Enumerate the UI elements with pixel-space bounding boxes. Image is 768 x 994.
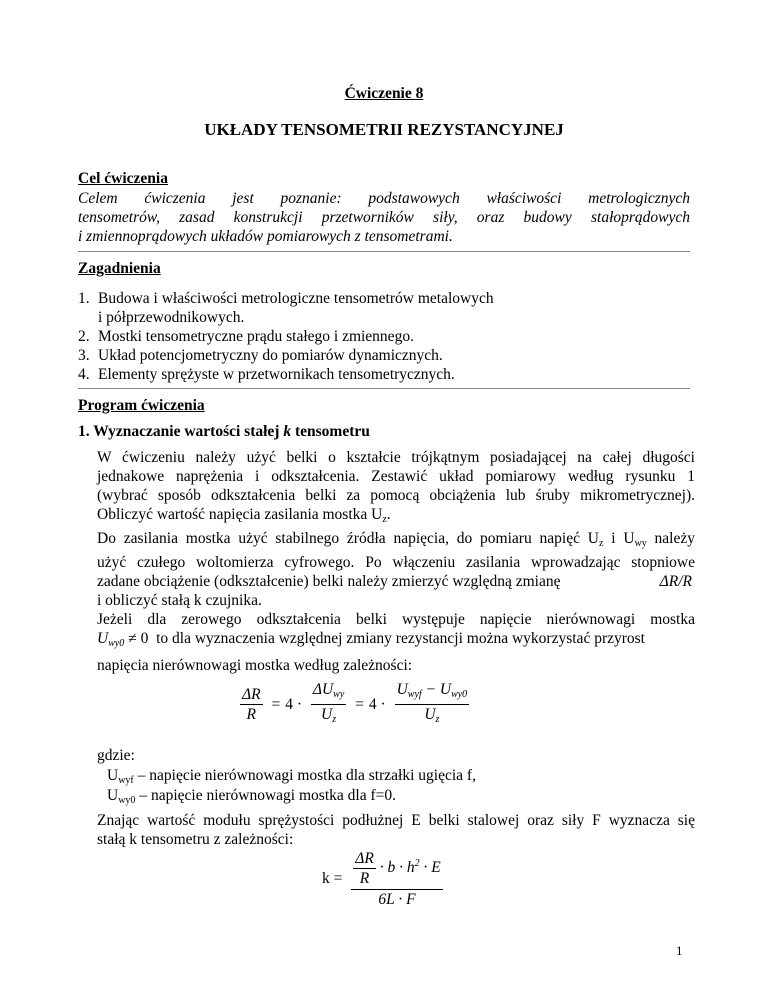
section-1-title: 1. Wyznaczanie wartości stałej [78, 423, 280, 440]
para1-last-line: Obliczyć wartość napięcia zasilania mostka $U_z$. [97, 506, 391, 525]
para2-line-2: użyć czułego woltomierza cyfrowego. Po włączeniu zasilania wprowadzając stopniowe [97, 554, 695, 571]
divider-1 [78, 251, 690, 252]
topic-num: 3. [78, 347, 90, 364]
para1-line: W ćwiczeniu należy użyć belki o kształcie trójkątnym posiadającej na całej długości [97, 449, 695, 466]
definition-2: $U_{wy0}$ – napięcie nierównowagi mostka dla f=0. [107, 787, 396, 806]
para1-line: (wybrać sposób odkształcenia belki za pomocą obciążenia lub śruby mikrometrycznej). [97, 487, 695, 504]
ratio-symbol: ΔR/R [659, 573, 692, 590]
goal-line-1: Celem ćwiczenia jest poznanie: podstawowych właściwości metrologicznych [78, 190, 690, 207]
section-1-k: k [283, 423, 292, 440]
topic-num: 2. [78, 328, 90, 345]
section-1-body [97, 448, 695, 675]
equation-1: $\frac{\Delta R}{R}$ = 4 · $\frac{\Delta U_{wy}}{U_z}$ = 4 · $\frac{U_{wyf} - U_{wy0}}{U_z}$ [240, 681, 469, 728]
page-number: 1 [676, 943, 683, 958]
section-1-tail: tensometru [294, 423, 370, 440]
definition-1: $U_{wyf}$ – napięcie nierównowagi mostka dla strzałki ugięcia f, [107, 767, 476, 786]
topics-list [78, 289, 494, 384]
goal-paragraph [78, 189, 690, 246]
para2-line-4: i obliczyć stałą k czujnika. [97, 592, 262, 609]
topic-item-2 [78, 327, 494, 346]
para3-line-2: $U_{wy0} \ne 0$ to dla wyznaczenia względnej zmiany rezystancji można wykorzystać przyrost [97, 630, 645, 649]
para2-line-1: Do zasilania mostka użyć stabilnego źródła napięcia, do pomiaru napięć $U_z$ i $U_{wy}$ należy [97, 530, 695, 549]
goal-line-2: tensometrów, zasad konstrukcji przetworników siły, oraz budowy stałoprądowych [78, 209, 690, 226]
where-label: gdzie: [97, 747, 135, 764]
equation-2: k = $\frac{\Delta R}{R}$ · $b \cdot h^2 \cdot E$ 6L · F [322, 850, 441, 908]
topic-text: Układ potencjometryczny do pomiarów dynamicznych. [98, 347, 443, 364]
topic-item-4 [78, 365, 494, 384]
para3-line-3: napięcia nierównowagi mostka według zależności: [97, 657, 413, 674]
program-heading: Program ćwiczenia [78, 397, 205, 414]
topic-text: Elementy sprężyste w przetwornikach tensometrycznych. [98, 366, 455, 383]
exercise-number: Ćwiczenie 8 [344, 85, 424, 102]
para2-line-3: zadane obciążenie (odkształcenie) belki należy zmierzyć względną zmianę ΔR/R [97, 573, 692, 590]
para1-line: jednakowe naprężenia i odkształcenia. Zestawić układ pomiarowy według rysunku 1 [97, 468, 695, 485]
topic-num: 1. [78, 290, 90, 307]
topic-item-3 [78, 346, 494, 365]
topic-text: i półprzewodnikowych. [98, 309, 245, 326]
topic-num: 4. [78, 366, 90, 383]
divider-2 [78, 388, 690, 389]
eq1-rhs: $\frac{U_{wyf} - U_{wy0}}{U_z}$ [396, 681, 468, 725]
eq1-lhs: $\frac{\Delta R}{R}$ [242, 686, 261, 723]
para4-line: stałą k tensometru z zależności: [97, 831, 294, 848]
topic-text: Mostki tensometryczne prądu stałego i zmiennego. [98, 328, 414, 345]
eq2-fraction: $\frac{\Delta R}{R}$ · $b \cdot h^2 \cdot E$ 6L · F [351, 850, 442, 908]
section-1-heading [78, 422, 370, 441]
topics-heading: Zagadnienia [78, 260, 161, 277]
para4 [97, 811, 695, 849]
eq1-mid: $\frac{\Delta U_{wy}}{U_z}$ [312, 681, 345, 725]
goal-heading: Cel ćwiczenia [78, 170, 168, 187]
topic-item-1 [78, 289, 494, 327]
document-title: UKŁADY TENSOMETRII REZYSTANCYJNEJ [204, 120, 564, 139]
topic-text: Budowa i właściwości metrologiczne tensometrów metalowych [98, 290, 494, 307]
para4-line: Znając wartość modułu sprężystości podłużnej E belki stalowej oraz siły F wyznacza się [97, 812, 695, 829]
goal-line-3: i zmiennoprądowych układów pomiarowych z tensometrami. [78, 228, 453, 245]
para3-line-1: Jeżeli dla zerowego odkształcenia belki występuje napięcie nierównowagi mostka [97, 611, 695, 628]
